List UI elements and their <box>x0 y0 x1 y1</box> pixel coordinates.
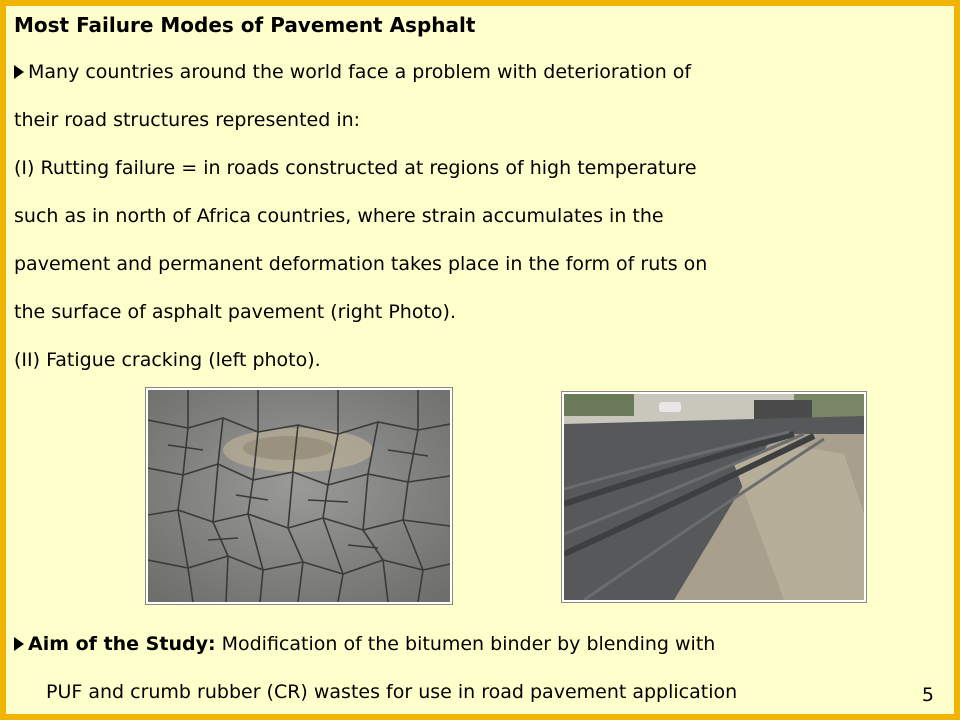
aim-bullet <box>14 620 944 668</box>
aim-line-1: Modification of the bitumen binder by blending with <box>215 633 716 655</box>
intro-line-1: Many countries around the world face a problem with deterioration of <box>28 61 692 83</box>
rutting-line-1: (I) Rutting failure = in roads constructed at regions of high temperature <box>14 157 697 179</box>
intro-bullet <box>14 48 944 96</box>
page-number: 5 <box>921 684 934 706</box>
fatigue-cracking-photo <box>146 388 452 604</box>
fatigue-line: (II) Fatigue cracking (left photo). <box>14 349 321 371</box>
rutting-illustration <box>564 394 864 600</box>
aim-line-2: PUF and crumb rubber (CR) wastes for use in road pavement application <box>46 681 738 703</box>
arrow-bullet-icon <box>14 65 24 79</box>
arrow-bullet-icon <box>14 637 24 651</box>
slide-title: Most Failure Modes of Pavement Asphalt <box>14 13 476 37</box>
intro-line-2: their road structures represented in: <box>14 109 361 131</box>
fatigue-cracking-illustration <box>148 390 450 602</box>
rutting-photo <box>562 392 866 602</box>
rutting-line-2: such as in north of Africa countries, where strain accumulates in the <box>14 205 664 227</box>
rutting-line-3: pavement and permanent deformation takes place in the form of ruts on <box>14 253 708 275</box>
rutting-line-4: the surface of asphalt pavement (right Photo). <box>14 301 457 323</box>
aim-label: Aim of the Study: <box>28 633 216 655</box>
